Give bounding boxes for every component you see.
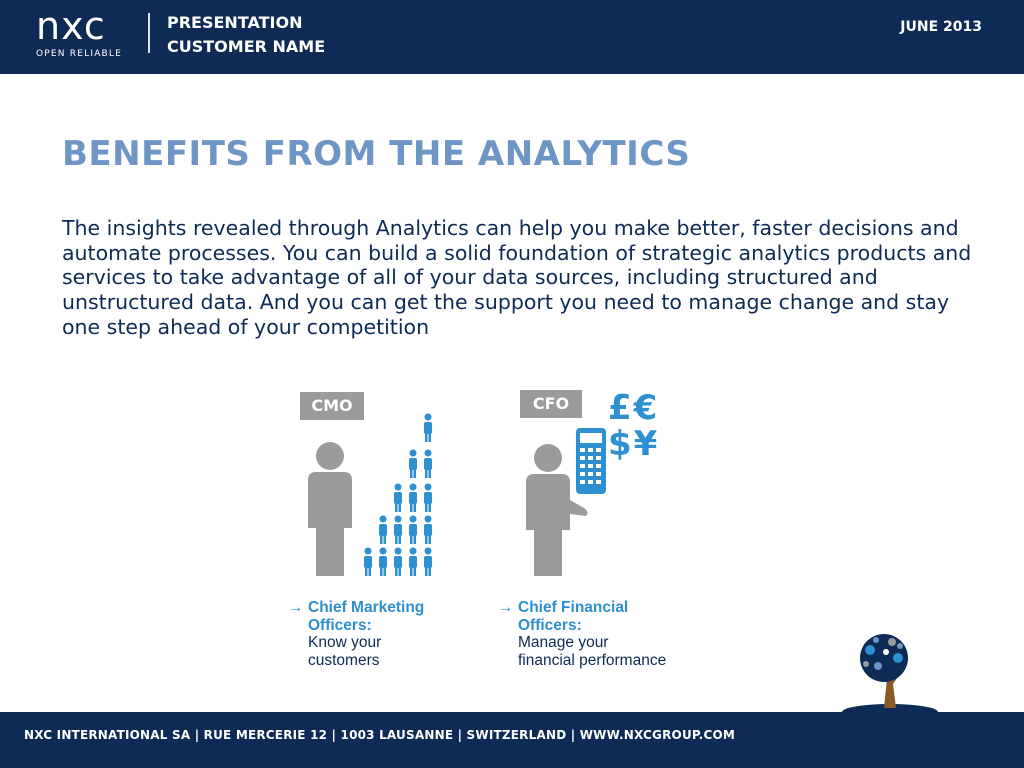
footer-contact-text: NXC INTERNATIONAL SA | RUE MERCERIE 12 | 1003 LAUSANNE | SWITZERLAND | WWW.NXCGROUP.COM (24, 728, 735, 742)
cfo-title-line2: Officers: (518, 616, 582, 634)
header-divider (148, 13, 150, 53)
cmo-person-icon (302, 440, 358, 576)
currency-symbols-bottom: $¥ (608, 424, 660, 464)
cmo-title-line2: Officers: (308, 616, 372, 634)
header-bar (0, 0, 1024, 74)
tree-logo-icon (840, 628, 940, 712)
logo-tagline: OPEN RELIABLE (36, 49, 123, 59)
footer-bar (0, 712, 1024, 768)
customer-name-label: CUSTOMER NAME (167, 37, 326, 56)
cmo-caption (288, 599, 425, 669)
cfo-badge: CFO (520, 390, 582, 418)
calculator-icon (576, 428, 610, 494)
cfo-desc-line2: financial performance (518, 651, 667, 669)
slide-title: BENEFITS FROM THE ANALYTICS (62, 134, 691, 174)
cmo-badge: CMO (300, 392, 364, 420)
customer-crowd-icon (358, 412, 438, 578)
cfo-caption (498, 599, 667, 669)
slide-body-text: The insights revealed through Analytics can help you make better, faster decisions and automate processes. You can build a solid foundation of strategic analytics products and services to take advantage of all of your data sources, including structured and unstructured data. And you can get the support you need to manage change and stay one step ahead of your competition (62, 216, 972, 339)
cfo-desc-line1: Manage your (518, 634, 609, 651)
currency-symbols-top: £€ (608, 388, 660, 428)
cfo-title-line1: Chief Financial (518, 599, 629, 616)
roles-illustration (280, 388, 700, 678)
presentation-label: PRESENTATION (167, 13, 303, 32)
cmo-arrow-icon: → (288, 599, 304, 616)
cmo-desc-line1: Know your (308, 634, 382, 651)
cmo-desc-line2: customers (308, 651, 380, 669)
presentation-date: JUNE 2013 (900, 19, 982, 35)
logo-wordmark: nxc (36, 4, 106, 48)
cfo-arrow-icon: → (498, 599, 514, 616)
cmo-title-line1: Chief Marketing (308, 599, 425, 616)
